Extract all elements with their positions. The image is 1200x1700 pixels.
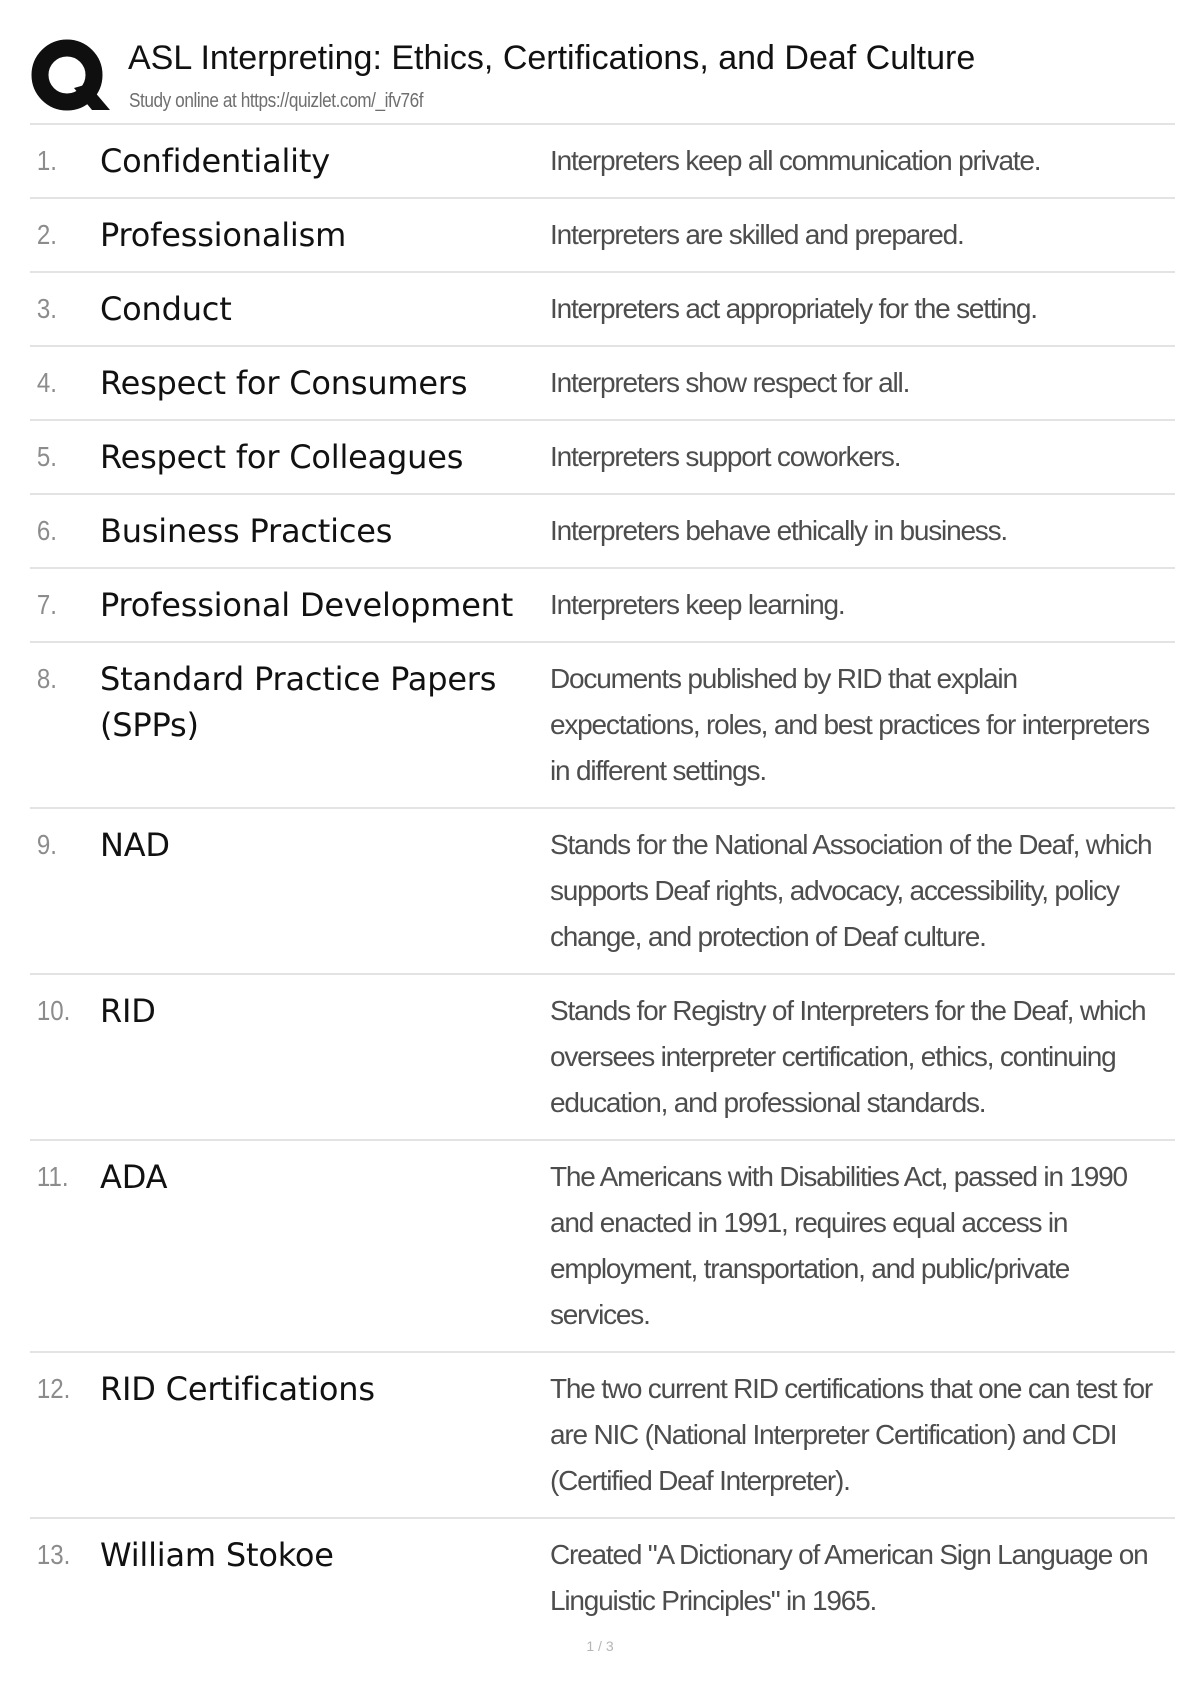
term-definition: Stands for Registry of Interpreters for the Deaf, which oversees interpreter certification, ethics, continuing education, and professional standards. [550, 995, 1146, 1118]
term-row [30, 271, 1175, 345]
term-definition: Interpreters behave ethically in business. [550, 515, 1007, 546]
term-definition: Interpreters keep learning. [550, 589, 845, 620]
term-row [30, 567, 1175, 641]
term-row [30, 419, 1175, 493]
term-label: Business Practices [100, 512, 393, 550]
term-number: 10. [36, 995, 71, 1026]
term-row [30, 1139, 1175, 1351]
term-definition: Interpreters act appropriately for the setting. [550, 293, 1037, 324]
term-label: RID [100, 992, 156, 1030]
term-number: 6. [36, 515, 57, 546]
term-number: 12. [36, 1373, 71, 1404]
term-label: ADA [100, 1158, 168, 1196]
term-definition: The Americans with Disabilities Act, passed in 1990 and enacted in 1991, requires equal access in employment, transportation, and public/private services. [550, 1161, 1127, 1330]
term-number: 8. [36, 663, 57, 694]
term-label: RID Certifications [100, 1370, 375, 1408]
term-row [30, 1351, 1175, 1517]
term-definition: Stands for the National Association of the Deaf, which supports Deaf rights, advocacy, accessibility, policy change, and protection of Deaf culture. [550, 829, 1152, 952]
term-number: 7. [36, 589, 57, 620]
term-number: 11. [36, 1161, 69, 1192]
terms-list [30, 123, 1175, 1637]
page-indicator: 1 / 3 [586, 1638, 614, 1654]
term-row [30, 493, 1175, 567]
quizlet-q-logo-icon [30, 38, 110, 118]
term-row [30, 197, 1175, 271]
term-label: Standard Practice Papers (SPPs) [100, 660, 497, 744]
term-row [30, 123, 1175, 197]
term-label: Professionalism [100, 216, 347, 254]
page-header [30, 30, 1180, 122]
term-number: 1. [36, 145, 57, 176]
term-label: Respect for Consumers [100, 364, 468, 402]
term-definition: Documents published by RID that explain expectations, roles, and best practices for interpreters in different settings. [550, 663, 1149, 786]
term-number: 9. [36, 829, 57, 860]
study-online-link[interactable]: Study online at https://quizlet.com/_ifv76f [129, 90, 424, 112]
term-row [30, 345, 1175, 419]
term-label: Conduct [100, 290, 232, 328]
term-label: Professional Development [100, 586, 514, 624]
term-row [30, 807, 1175, 973]
term-definition: Interpreters support coworkers. [550, 441, 901, 472]
term-label: NAD [100, 826, 170, 864]
term-row [30, 973, 1175, 1139]
term-number: 2. [36, 219, 57, 250]
term-row [30, 641, 1175, 807]
page-title: ASL Interpreting: Ethics, Certifications, and Deaf Culture [128, 39, 976, 77]
term-definition: Interpreters keep all communication private. [550, 145, 1041, 176]
term-label: Confidentiality [100, 142, 330, 180]
term-definition: The two current RID certifications that one can test for are NIC (National Interpreter Certification) and CDI (Certified Deaf Interpreter). [550, 1373, 1152, 1496]
term-number: 5. [36, 441, 57, 472]
term-number: 13. [36, 1539, 71, 1570]
term-row [30, 1517, 1175, 1637]
term-definition: Interpreters show respect for all. [550, 367, 910, 398]
term-label: William Stokoe [100, 1536, 334, 1574]
term-number: 3. [36, 293, 57, 324]
term-definition: Created "A Dictionary of American Sign Language on Linguistic Principles" in 1965. [550, 1539, 1148, 1616]
term-definition: Interpreters are skilled and prepared. [550, 219, 964, 250]
term-label: Respect for Colleagues [100, 438, 464, 476]
term-number: 4. [36, 367, 57, 398]
